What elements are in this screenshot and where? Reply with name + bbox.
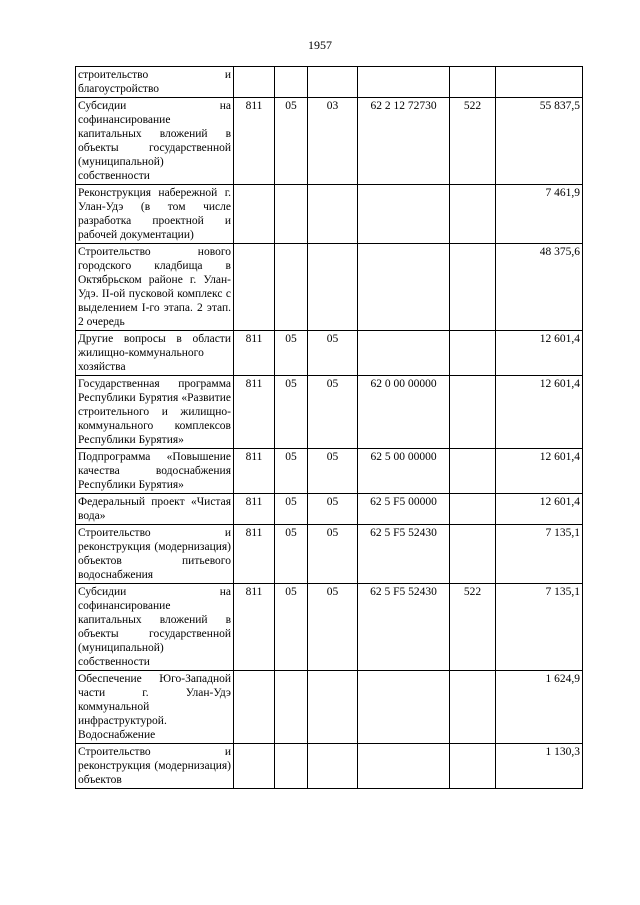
cell-pr: 05 [308, 584, 358, 671]
cell-csr: 62 5 F5 52430 [358, 525, 450, 584]
cell-sum: 7 135,1 [496, 584, 583, 671]
budget-table [75, 66, 583, 789]
cell-sum: 12 601,4 [496, 331, 583, 376]
table-row [76, 494, 583, 525]
cell-name: Строительство и реконструкция (модернизация) объектов питьевого водоснабжения [76, 525, 234, 584]
cell-pr [308, 67, 358, 98]
cell-vr: 522 [450, 584, 496, 671]
cell-sum: 1 624,9 [496, 671, 583, 744]
table-row [76, 67, 583, 98]
cell-csr: 62 5 F5 52430 [358, 584, 450, 671]
cell-name: Субсидии на софинансирование капитальных вложений в объекты государственной (муниципальной) собственности [76, 98, 234, 185]
cell-ved [234, 671, 275, 744]
cell-sum [496, 67, 583, 98]
cell-name: Строительство и реконструкция (модернизация) объектов [76, 744, 234, 789]
cell-ved: 811 [234, 98, 275, 185]
cell-sum: 7 135,1 [496, 525, 583, 584]
cell-vr [450, 744, 496, 789]
table-row [76, 525, 583, 584]
table-row [76, 584, 583, 671]
cell-rz [275, 744, 308, 789]
cell-csr [358, 185, 450, 244]
cell-vr [450, 671, 496, 744]
cell-name: Обеспечение Юго-Западной части г. Улан-Удэ коммунальной инфраструктурой. Водоснабжение [76, 671, 234, 744]
cell-vr [450, 331, 496, 376]
table-body [76, 67, 583, 789]
cell-ved: 811 [234, 376, 275, 449]
cell-csr: 62 5 00 00000 [358, 449, 450, 494]
cell-ved [234, 744, 275, 789]
cell-name: Подпрограмма «Повышение качества водоснабжения Республики Бурятия» [76, 449, 234, 494]
cell-name: Федеральный проект «Чистая вода» [76, 494, 234, 525]
cell-vr [450, 449, 496, 494]
cell-rz [275, 671, 308, 744]
table-row [76, 185, 583, 244]
cell-pr: 03 [308, 98, 358, 185]
cell-rz: 05 [275, 376, 308, 449]
cell-pr [308, 744, 358, 789]
table-row [76, 331, 583, 376]
cell-sum: 12 601,4 [496, 376, 583, 449]
cell-pr: 05 [308, 449, 358, 494]
cell-name: строительство и благоустройство [76, 67, 234, 98]
cell-vr [450, 376, 496, 449]
table-row [76, 376, 583, 449]
cell-name: Реконструкция набережной г. Улан-Удэ (в том числе разработка проектной и рабочей документации) [76, 185, 234, 244]
table-row [76, 744, 583, 789]
table-row [76, 98, 583, 185]
cell-ved: 811 [234, 525, 275, 584]
cell-rz [275, 185, 308, 244]
cell-csr [358, 331, 450, 376]
cell-pr [308, 671, 358, 744]
cell-ved: 811 [234, 449, 275, 494]
page-number: 1957 [308, 38, 332, 52]
cell-pr [308, 244, 358, 331]
cell-ved [234, 185, 275, 244]
cell-ved: 811 [234, 494, 275, 525]
cell-vr [450, 185, 496, 244]
cell-name: Государственная программа Республики Бурятия «Развитие строительного и жилищно-коммунального комплексов Республики Бурятия» [76, 376, 234, 449]
cell-sum: 12 601,4 [496, 449, 583, 494]
cell-pr [308, 185, 358, 244]
cell-csr [358, 744, 450, 789]
cell-vr: 522 [450, 98, 496, 185]
cell-vr [450, 67, 496, 98]
cell-csr: 62 0 00 00000 [358, 376, 450, 449]
cell-rz [275, 67, 308, 98]
cell-csr [358, 671, 450, 744]
cell-ved: 811 [234, 331, 275, 376]
cell-rz: 05 [275, 584, 308, 671]
cell-sum: 1 130,3 [496, 744, 583, 789]
table-row [76, 244, 583, 331]
cell-rz: 05 [275, 331, 308, 376]
cell-sum: 55 837,5 [496, 98, 583, 185]
cell-name: Другие вопросы в области жилищно-коммунального хозяйства [76, 331, 234, 376]
table-row [76, 671, 583, 744]
cell-rz [275, 244, 308, 331]
cell-csr: 62 5 F5 00000 [358, 494, 450, 525]
cell-vr [450, 244, 496, 331]
cell-pr: 05 [308, 331, 358, 376]
cell-ved [234, 67, 275, 98]
cell-csr [358, 67, 450, 98]
cell-pr: 05 [308, 376, 358, 449]
cell-pr: 05 [308, 525, 358, 584]
cell-rz: 05 [275, 98, 308, 185]
cell-ved [234, 244, 275, 331]
cell-sum: 7 461,9 [496, 185, 583, 244]
cell-rz: 05 [275, 525, 308, 584]
cell-csr [358, 244, 450, 331]
cell-csr: 62 2 12 72730 [358, 98, 450, 185]
cell-name: Субсидии на софинансирование капитальных вложений в объекты государственной (муниципальной) собственности [76, 584, 234, 671]
cell-vr [450, 494, 496, 525]
cell-rz: 05 [275, 494, 308, 525]
cell-ved: 811 [234, 584, 275, 671]
cell-vr [450, 525, 496, 584]
cell-rz: 05 [275, 449, 308, 494]
cell-name: Строительство нового городского кладбища в Октябрьском районе г. Улан-Удэ. II-ой пусковой комплекс с выделением I-го этапа. 2 этап. 2 очередь [76, 244, 234, 331]
cell-sum: 48 375,6 [496, 244, 583, 331]
cell-pr: 05 [308, 494, 358, 525]
cell-sum: 12 601,4 [496, 494, 583, 525]
table-row [76, 449, 583, 494]
